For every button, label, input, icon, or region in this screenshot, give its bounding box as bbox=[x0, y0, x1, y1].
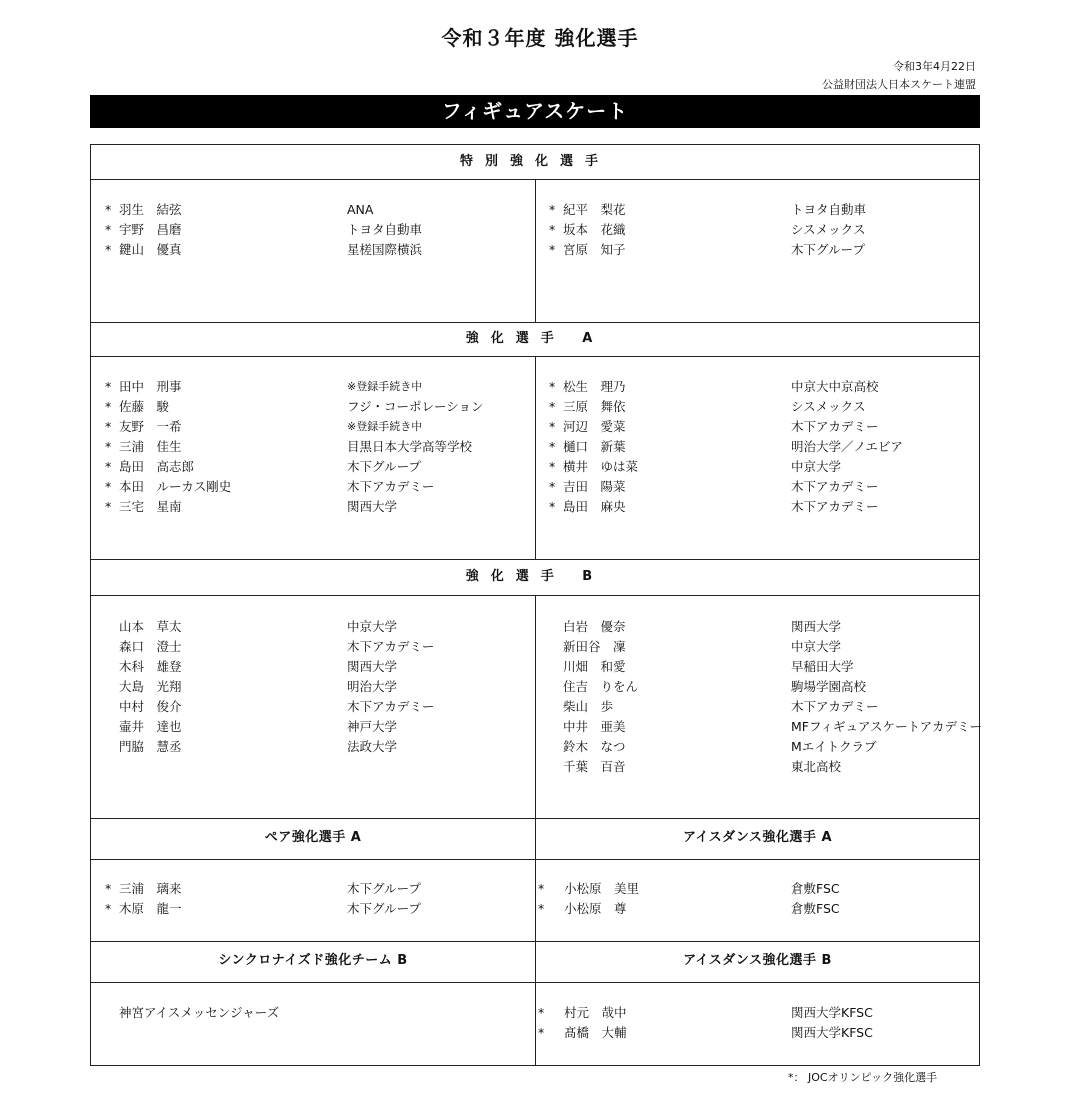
athlete-name: 柴山 歩 bbox=[563, 699, 614, 714]
athlete-affiliation: トヨタ自動車 bbox=[347, 222, 423, 237]
athlete-row bbox=[105, 637, 530, 657]
athlete-name: 佐藤 駿 bbox=[119, 399, 170, 414]
athlete-row bbox=[549, 417, 974, 437]
discipline-banner: フィギュアスケート bbox=[90, 95, 980, 128]
athlete-row bbox=[538, 899, 974, 919]
joc-mark: * bbox=[549, 242, 556, 257]
dance-a-list bbox=[538, 879, 974, 919]
section-header-a: 強化選手 A bbox=[465, 331, 605, 346]
athlete-name: 千葉 百音 bbox=[563, 759, 626, 774]
joc-mark: * bbox=[105, 901, 112, 916]
athlete-affiliation: シスメックス bbox=[791, 399, 866, 414]
joc-mark: * bbox=[105, 479, 112, 494]
athlete-name: 中井 亜美 bbox=[563, 719, 626, 734]
joc-mark: * bbox=[549, 222, 556, 237]
athlete-affiliation: 中京大学 bbox=[791, 639, 842, 654]
athlete-row bbox=[549, 677, 974, 697]
athlete-affiliation: 倉敷FSC bbox=[791, 901, 840, 916]
athlete-affiliation: 神戸大学 bbox=[347, 719, 398, 734]
section-header-special: 特別強化選手 bbox=[459, 154, 610, 169]
athlete-row bbox=[549, 437, 974, 457]
joc-mark: * bbox=[549, 379, 556, 394]
athlete-row bbox=[549, 717, 982, 737]
athlete-name: 宮原 知子 bbox=[563, 242, 626, 257]
athlete-affiliation: 目黒日本大学高等学校 bbox=[347, 439, 473, 454]
athlete-row bbox=[549, 457, 974, 477]
b-right-list bbox=[549, 617, 982, 777]
athlete-row bbox=[105, 477, 530, 497]
athlete-affiliation: 木下アカデミー bbox=[791, 479, 879, 494]
athlete-affiliation: ※登録手続き中 bbox=[347, 380, 423, 393]
athlete-affiliation: 関西大学 bbox=[347, 499, 398, 514]
athlete-affiliation: 倉敷FSC bbox=[791, 881, 840, 896]
athlete-name: 三宅 星南 bbox=[119, 499, 182, 514]
athlete-row bbox=[549, 657, 974, 677]
section-header-dance-b: アイスダンス強化選手 B bbox=[683, 953, 832, 968]
joc-mark: * bbox=[105, 202, 112, 217]
b-left-list bbox=[105, 617, 530, 757]
athlete-affiliation: 関西大学 bbox=[347, 659, 398, 674]
athlete-affiliation: 木下アカデミー bbox=[791, 419, 879, 434]
athlete-name: 三浦 璃来 bbox=[119, 881, 182, 896]
athlete-name: 紀平 梨花 bbox=[563, 202, 626, 217]
athlete-affiliation: 木下アカデミー bbox=[347, 699, 435, 714]
athlete-affiliation: 駒場学園高校 bbox=[791, 679, 867, 694]
joc-mark: * bbox=[105, 242, 112, 257]
athlete-affiliation: 関西大学KFSC bbox=[791, 1005, 873, 1020]
athlete-name: 田中 刑事 bbox=[119, 379, 182, 394]
athlete-row bbox=[105, 200, 530, 220]
athlete-row bbox=[549, 637, 974, 657]
athlete-name: 小松原 尊 bbox=[564, 901, 627, 916]
joc-mark: * bbox=[549, 419, 556, 434]
athlete-row bbox=[105, 397, 530, 417]
athlete-name: 住吉 りをん bbox=[563, 679, 639, 694]
athlete-row bbox=[105, 457, 530, 477]
athlete-name: 髙橋 大輔 bbox=[564, 1025, 627, 1040]
joc-mark: * bbox=[538, 1025, 545, 1040]
athlete-row bbox=[105, 879, 530, 899]
athlete-name: 吉田 陽菜 bbox=[563, 479, 626, 494]
athlete-name: 羽生 結弦 bbox=[119, 202, 182, 217]
athlete-name: 神宮アイスメッセンジャーズ bbox=[119, 1005, 280, 1020]
athlete-affiliation: トヨタ自動車 bbox=[791, 202, 867, 217]
athlete-row bbox=[105, 657, 530, 677]
athlete-row bbox=[549, 497, 974, 517]
joc-mark: * bbox=[549, 439, 556, 454]
athlete-name: 門脇 慧丞 bbox=[119, 739, 182, 754]
athlete-affiliation: 木下グループ bbox=[347, 881, 422, 896]
joc-mark: * bbox=[549, 459, 556, 474]
athlete-name: 大島 光翔 bbox=[119, 679, 182, 694]
athlete-name: 本田 ルーカス剛史 bbox=[119, 479, 232, 494]
athlete-row bbox=[105, 220, 530, 240]
organization-name: 公益財団法人日本スケート連盟 bbox=[822, 78, 976, 91]
athlete-row bbox=[549, 240, 974, 260]
athlete-affiliation: 法政大学 bbox=[347, 739, 398, 754]
joc-mark: * bbox=[105, 419, 112, 434]
athlete-name: 森口 澄士 bbox=[119, 639, 182, 654]
athlete-name: 三浦 佳生 bbox=[119, 439, 182, 454]
athlete-name: 河辺 愛菜 bbox=[563, 419, 626, 434]
athlete-table bbox=[90, 144, 980, 1066]
column-divider bbox=[535, 356, 536, 559]
athlete-row bbox=[549, 220, 974, 240]
athlete-affiliation: 明治大学／ノエビア bbox=[791, 439, 903, 454]
athlete-affiliation: シスメックス bbox=[791, 222, 866, 237]
athlete-name: 島田 麻央 bbox=[563, 499, 626, 514]
athlete-row bbox=[549, 737, 974, 757]
athlete-affiliation: ※登録手続き中 bbox=[347, 420, 423, 433]
athlete-name: 村元 哉中 bbox=[564, 1005, 627, 1020]
athlete-name: 三原 舞依 bbox=[563, 399, 626, 414]
athlete-name: 島田 高志郎 bbox=[119, 459, 195, 474]
athlete-row bbox=[105, 717, 530, 737]
pair-a-list bbox=[105, 879, 530, 919]
athlete-name: 新田谷 凜 bbox=[563, 639, 626, 654]
joc-mark: * bbox=[105, 399, 112, 414]
athlete-name: 木原 龍一 bbox=[119, 901, 182, 916]
joc-mark: * bbox=[538, 901, 545, 916]
joc-mark: * bbox=[549, 499, 556, 514]
athlete-row bbox=[105, 899, 530, 919]
athlete-affiliation: ANA bbox=[347, 202, 374, 217]
section-header-b: 強化選手 B bbox=[465, 569, 605, 584]
athlete-row bbox=[105, 417, 530, 437]
athlete-row bbox=[105, 677, 530, 697]
athlete-name: 木科 雄登 bbox=[119, 659, 182, 674]
footnote: *： JOCオリンピック強化選手 bbox=[788, 1071, 938, 1084]
dance-b-list bbox=[538, 1003, 974, 1043]
a-left-list bbox=[105, 377, 530, 517]
athlete-row bbox=[105, 240, 530, 260]
joc-mark: * bbox=[105, 459, 112, 474]
issue-date: 令和3年4月22日 bbox=[893, 60, 976, 73]
joc-mark: * bbox=[549, 399, 556, 414]
athlete-name: 宇野 昌磨 bbox=[119, 222, 182, 237]
athlete-row bbox=[105, 617, 530, 637]
athlete-affiliation: 中京大学 bbox=[791, 459, 842, 474]
page-title: 令和３年度 強化選手 bbox=[441, 26, 639, 50]
column-divider bbox=[535, 179, 536, 322]
athlete-row bbox=[549, 757, 974, 777]
joc-mark: * bbox=[105, 439, 112, 454]
athlete-name: 坂本 花織 bbox=[563, 222, 626, 237]
joc-mark: * bbox=[105, 499, 112, 514]
section-header-pair-a: ペア強化選手 A bbox=[264, 830, 362, 845]
athlete-affiliation: Mエイトクラブ bbox=[791, 739, 877, 754]
athlete-name: 鍵山 優真 bbox=[119, 242, 182, 257]
athlete-affiliation: 関西大学KFSC bbox=[791, 1025, 873, 1040]
athlete-affiliation: 中京大学 bbox=[347, 619, 398, 634]
joc-mark: * bbox=[538, 881, 545, 896]
athlete-affiliation: 東北高校 bbox=[791, 759, 842, 774]
athlete-name: 横井 ゆは菜 bbox=[563, 459, 639, 474]
athlete-row bbox=[538, 1023, 974, 1043]
joc-mark: * bbox=[549, 202, 556, 217]
athlete-affiliation: 木下グループ bbox=[791, 242, 866, 257]
athlete-row bbox=[549, 477, 974, 497]
a-right-list bbox=[549, 377, 974, 517]
joc-mark: * bbox=[105, 222, 112, 237]
athlete-row bbox=[549, 200, 974, 220]
athlete-row bbox=[105, 737, 530, 757]
synchro-b-list bbox=[105, 1003, 530, 1023]
athlete-affiliation: 木下アカデミー bbox=[791, 699, 879, 714]
athlete-affiliation: 早稲田大学 bbox=[791, 659, 854, 674]
athlete-affiliation: 木下アカデミー bbox=[791, 499, 879, 514]
athlete-name: 中村 俊介 bbox=[119, 699, 182, 714]
athlete-name: 友野 一希 bbox=[119, 419, 182, 434]
athlete-name: 小松原 美里 bbox=[564, 881, 640, 896]
athlete-name: 白岩 優奈 bbox=[563, 619, 626, 634]
athlete-row bbox=[549, 377, 974, 397]
athlete-row bbox=[105, 497, 530, 517]
athlete-affiliation: フジ・コーポレーション bbox=[347, 399, 484, 414]
athlete-affiliation: 星槎国際横浜 bbox=[347, 242, 423, 257]
athlete-name: 樋口 新葉 bbox=[563, 439, 626, 454]
athlete-row bbox=[538, 879, 974, 899]
athlete-row bbox=[105, 437, 530, 457]
athlete-name: 壷井 達也 bbox=[119, 719, 182, 734]
athlete-name: 川畑 和愛 bbox=[563, 659, 626, 674]
joc-mark: * bbox=[549, 479, 556, 494]
athlete-name: 鈴木 なつ bbox=[563, 739, 626, 754]
section-header-synchro-b: シンクロナイズド強化チーム B bbox=[218, 953, 408, 968]
athlete-row bbox=[549, 697, 974, 717]
athlete-affiliation: 関西大学 bbox=[791, 619, 842, 634]
joc-mark: * bbox=[538, 1005, 545, 1020]
athlete-row bbox=[105, 377, 530, 397]
athlete-name: 山本 草太 bbox=[119, 619, 182, 634]
athlete-affiliation: 木下グループ bbox=[347, 459, 422, 474]
section-header-dance-a: アイスダンス強化選手 A bbox=[682, 830, 833, 845]
athlete-affiliation: 中京大中京高校 bbox=[791, 379, 879, 394]
athlete-affiliation: 木下アカデミー bbox=[347, 479, 435, 494]
athlete-row bbox=[538, 1003, 974, 1023]
athlete-affiliation: 明治大学 bbox=[347, 679, 398, 694]
athlete-name: 松生 理乃 bbox=[563, 379, 626, 394]
joc-mark: * bbox=[105, 379, 112, 394]
athlete-row bbox=[105, 1003, 530, 1023]
athlete-row bbox=[549, 397, 974, 417]
athlete-affiliation: 木下アカデミー bbox=[347, 639, 435, 654]
joc-mark: * bbox=[105, 881, 112, 896]
athlete-affiliation: 木下グループ bbox=[347, 901, 422, 916]
athlete-affiliation: MFフィギュアスケートアカデミー bbox=[791, 719, 982, 734]
special-left-list bbox=[105, 200, 530, 260]
athlete-row bbox=[105, 697, 530, 717]
athlete-row bbox=[549, 617, 974, 637]
special-right-list bbox=[549, 200, 974, 260]
